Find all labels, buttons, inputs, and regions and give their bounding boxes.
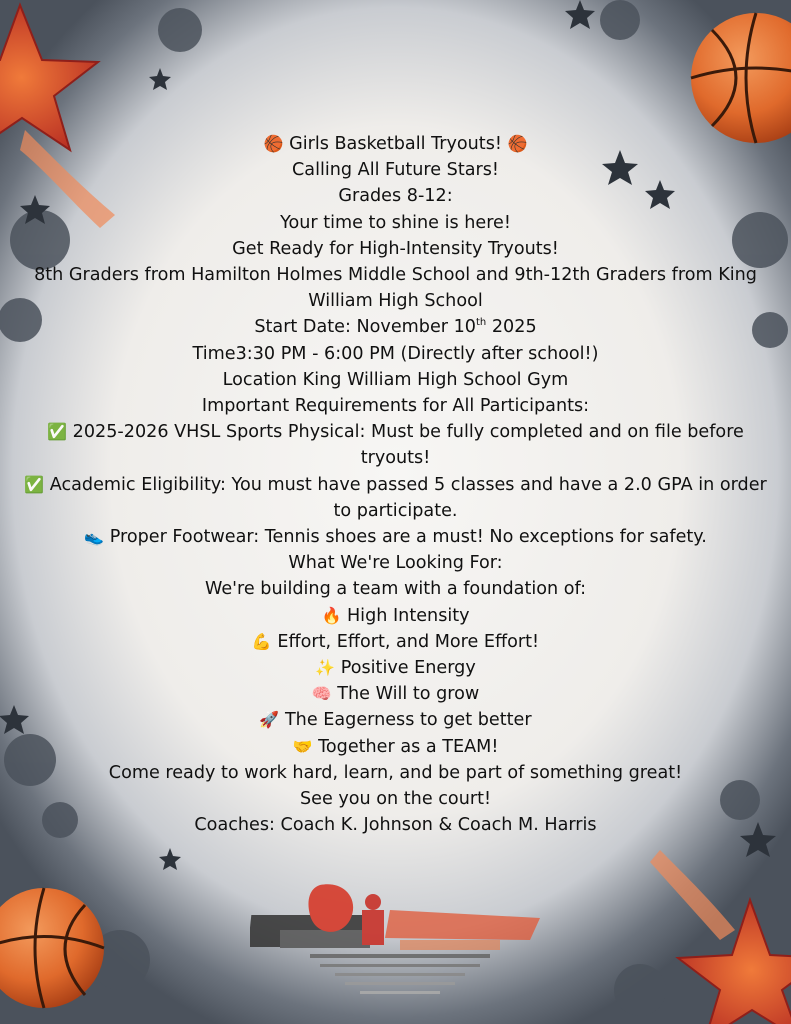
foundation-line: We're building a team with a foundation of:: [204, 579, 586, 600]
eligible-schools: 8th Graders from Hamilton Holmes Middle School and 9th-12th Graders from King William High School: [34, 265, 757, 312]
quality-item: [10, 734, 781, 760]
flexed-biceps-icon: 💪: [251, 631, 272, 651]
sparkles-icon: ✨: [315, 658, 336, 678]
tagline: Calling All Future Stars!: [292, 160, 499, 181]
time: Time3:30 PM - 6:00 PM (Directly after school!): [192, 343, 599, 364]
start-date-suffix: th: [476, 317, 487, 329]
requirements-heading: Important Requirements for All Participants:: [201, 396, 590, 417]
brain-icon: 🧠: [311, 684, 332, 704]
requirement-text: 2025-2026 VHSL Sports Physical: Must be fully completed and on file before tryouts!: [72, 422, 744, 469]
quality-text: The Eagerness to get better: [284, 710, 532, 731]
basketball-top-right: [691, 13, 791, 143]
star-top-left: [0, 5, 98, 150]
flyer-text: [10, 131, 781, 838]
quality-text: Effort, Effort, and More Effort!: [277, 631, 540, 652]
quality-text: Together as a TEAM!: [318, 736, 499, 757]
looking-heading: What We're Looking For:: [288, 553, 503, 574]
basketball-icon: 🏀: [507, 134, 528, 153]
quality-text: The Will to grow: [337, 684, 480, 705]
quality-text: Positive Energy: [340, 658, 476, 679]
basketball-icon: 🏀: [263, 134, 284, 153]
flyer-title: Girls Basketball Tryouts!: [289, 134, 502, 154]
quality-text: High Intensity: [346, 605, 470, 626]
title-line: [10, 131, 781, 157]
start-date-label: Start Date: November 10: [254, 317, 476, 338]
shine-line: Your time to shine is here!: [280, 212, 511, 233]
requirement-physical: [10, 419, 781, 471]
check-mark-icon: ✅: [24, 474, 45, 494]
basketball-bottom-left: [0, 888, 104, 1008]
fire-icon: 🔥: [321, 605, 342, 625]
requirement-academic: [10, 472, 781, 524]
check-mark-icon: ✅: [47, 422, 68, 442]
star-bottom-right: [678, 900, 791, 1024]
quality-item: [10, 707, 781, 733]
requirement-text: Proper Footwear: Tennis shoes are a must! No exceptions for safety.: [109, 527, 707, 548]
requirement-text: Academic Eligibility: You must have passed 5 classes and have a 2.0 GPA in order to participate.: [49, 474, 767, 521]
sneaker-icon: 👟: [84, 527, 105, 547]
team-logo: [250, 880, 545, 1000]
handshake-icon: 🤝: [292, 736, 313, 756]
closing-line: Come ready to work hard, learn, and be part of something great!: [108, 762, 683, 783]
start-date: [10, 314, 781, 340]
quality-item: [10, 681, 781, 707]
coaches: Coaches: Coach K. Johnson & Coach M. Harris: [194, 815, 597, 836]
rocket-icon: 🚀: [259, 710, 280, 730]
quality-item: [10, 629, 781, 655]
see-you-line: See you on the court!: [299, 789, 492, 810]
location: Location King William High School Gym: [222, 369, 569, 390]
requirement-footwear: [10, 524, 781, 550]
start-date-year: 2025: [486, 317, 537, 338]
grades: Grades 8-12:: [338, 186, 453, 207]
quality-item: [10, 603, 781, 629]
ready-line: Get Ready for High-Intensity Tryouts!: [232, 238, 559, 259]
streak-bottom-right: [650, 850, 735, 940]
quality-item: [10, 655, 781, 681]
